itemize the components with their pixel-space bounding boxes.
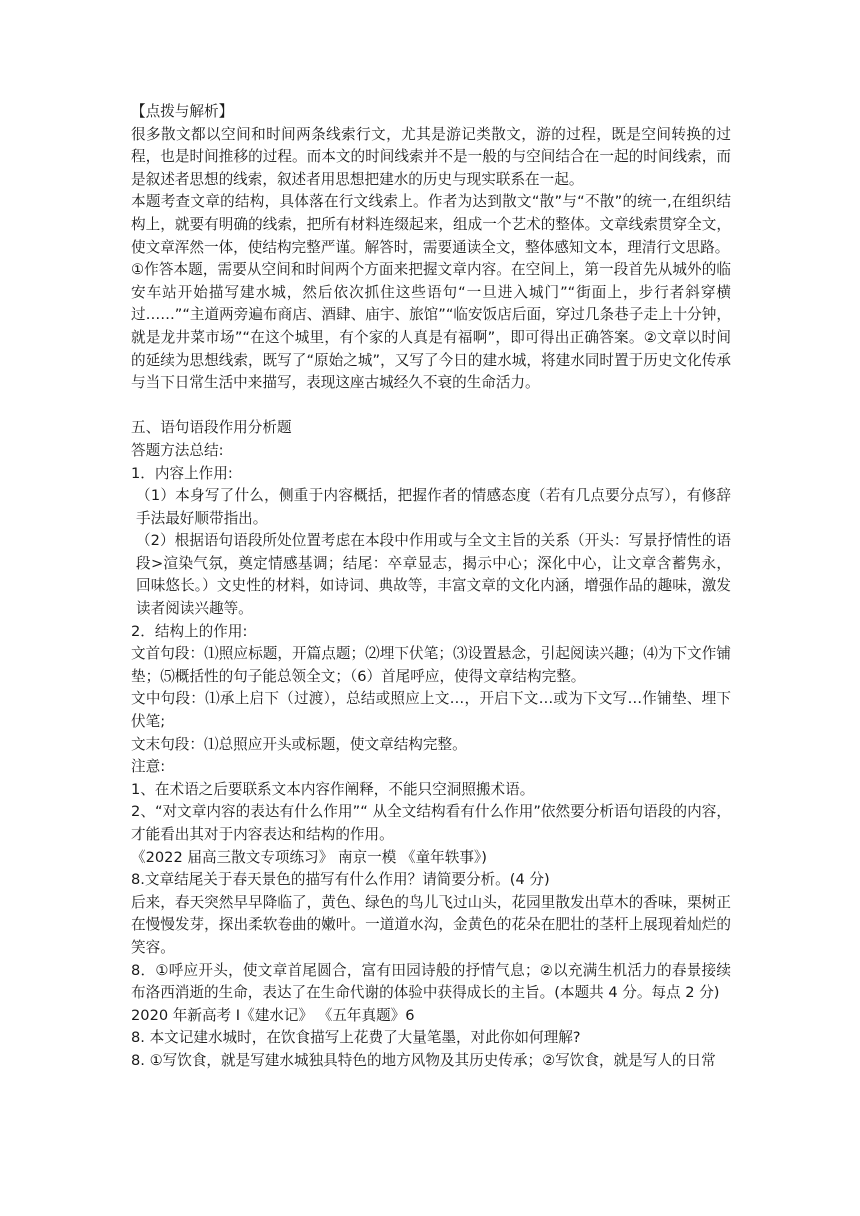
- exercise-passage-excerpt: 后来，春天突然早早降临了，黄色、绿色的鸟儿飞过山头，花园里散发出草木的香味，栗树正在慢慢发芽，探出柔软卷曲的嫩叶。一道道水沟，金黄色的花朵在肥壮的茎杆上展现着灿烂的笑容。: [131, 893, 731, 956]
- exam-question-8: 8. 本文记建水城时，在饮食描写上花费了大量笔墨，对此你如何理解?: [131, 1029, 581, 1047]
- note-item-2: 2、“对文章内容的表达有什么作用”“ 从全文结构看有什么作用”依然要分析语句语段的内容，才能看出其对于内容表达和结构的作用。: [131, 803, 731, 843]
- content-function-point-2: （2）根据语句语段所处位置考虑在本段中作用或与全文主旨的关系（开头：写景抒情性的语段>渲染气氛，奠定情感基调；结尾：卒章显志，揭示中心；深化中心，让文章含蓄隽永，回味悠长。）文史性的材料，如诗词、典故等，丰富文章的文化内涵，增强作品的趣味，激发读者阅读兴趣等。: [136, 532, 731, 618]
- blank-line: [131, 395, 731, 418]
- content-function-heading: 1．内容上作用:: [131, 464, 233, 482]
- structure-middle-sentence: 文中句段：⑴承上启下（过渡），总结或照应上文…，开启下文…或为下文写…作铺垫、埋下伏笔;: [131, 690, 731, 731]
- method-summary-label: 答题方法总结:: [131, 441, 224, 459]
- note-label: 注意:: [131, 758, 166, 776]
- section-heading-analysis: 【点拨与解析】: [131, 103, 234, 120]
- paragraph-structure-test: 本题考查文章的结构，具体落在行文线索上。作者为达到散文“散”与“不散”的统一,在组织结构上，就要有明确的线索，把所有材料连缀起来，组成一个艺术的整体。文章线索贯穿全文，使文章浑然一体，使结构完整严谨。解答时，需要通读全文，整体感知文本，理清行文思路。: [131, 193, 731, 256]
- content-function-point-1: （1）本身写了什么，侧重于内容概括，把握作者的情感态度（若有几点要分点写），有修辞手法最好顺带指出。: [136, 487, 731, 527]
- document-body: [131, 101, 731, 1073]
- structure-opening-sentence: 文首句段：⑴照应标题，开篇点题；⑵埋下伏笔；⑶设置悬念，引起阅读兴趣；⑷为下文作铺垫；⑸概括性的句子能总领全文；（6）首尾呼应，使得文章结构完整。: [131, 645, 731, 685]
- paragraph-answer-analysis: ①作答本题，需要从空间和时间两个方面来把握文章内容。在空间上，第一段首先从城外的临安车站开始描写建水城，然后依次抓住这些语句“一旦进入城门”“街面上，步行者斜穿横过……”“主道两旁遍布商店、酒肆、庙宇、旅馆”“临安饭店后面，穿过几条巷子走上十分钟，就是龙井菜市场”“在这个城里，有个家的人真是有福啊”，即可得出正确答案。②文章以时间的延续为思想线索，既写了“原始之城”，又写了今日的建水城，将建水同时置于历史文化传承与当下日常生活中来描写，表现这座古城经久不衰的生命活力。: [131, 261, 731, 392]
- exam-answer-8: 8. ①写饮食，就是写建水城独具特色的地方风物及其历史传承；②写饮食，就是写人的日常: [131, 1051, 716, 1069]
- exam-source-title: 2020 年新高考 I《建水记》 《五年真题》6: [131, 1006, 415, 1024]
- exercise-source-title: 《2022 届高三散文专项练习》 南京一模 《童年轶事》): [131, 848, 487, 866]
- structure-function-heading: 2．结构上的作用:: [131, 622, 248, 640]
- exercise-question-8: 8.文章结尾关于春天景色的描写有什么作用？请简要分析。(4 分): [131, 871, 550, 889]
- structure-ending-sentence: 文末句段：⑴总照应开头或标题，使文章结构完整。: [131, 735, 467, 753]
- note-item-1: 1、在术语之后要联系文本内容作阐释，不能只空洞照搬术语。: [131, 780, 535, 798]
- section-heading-five: 五、语句语段作用分析题: [131, 419, 292, 437]
- paragraph-clue-overview: 很多散文都以空间和时间两条线索行文，尤其是游记类散文，游的过程，既是空间转换的过程，也是时间推移的过程。而本文的时间线索并不是一般的与空间结合在一起的时间线索，而是叙述者思想的线索，叙述者用思想把建水的历史与现实联系在一起。: [131, 125, 731, 188]
- exercise-answer-8: 8．①呼应开头，使文章首尾圆合，富有田园诗般的抒情气息；②以充满生机活力的春景接续布洛西消逝的生命，表达了在生命代谢的体验中获得成长的主旨。(本题共 4 分。每点 2 分): [131, 961, 731, 1002]
